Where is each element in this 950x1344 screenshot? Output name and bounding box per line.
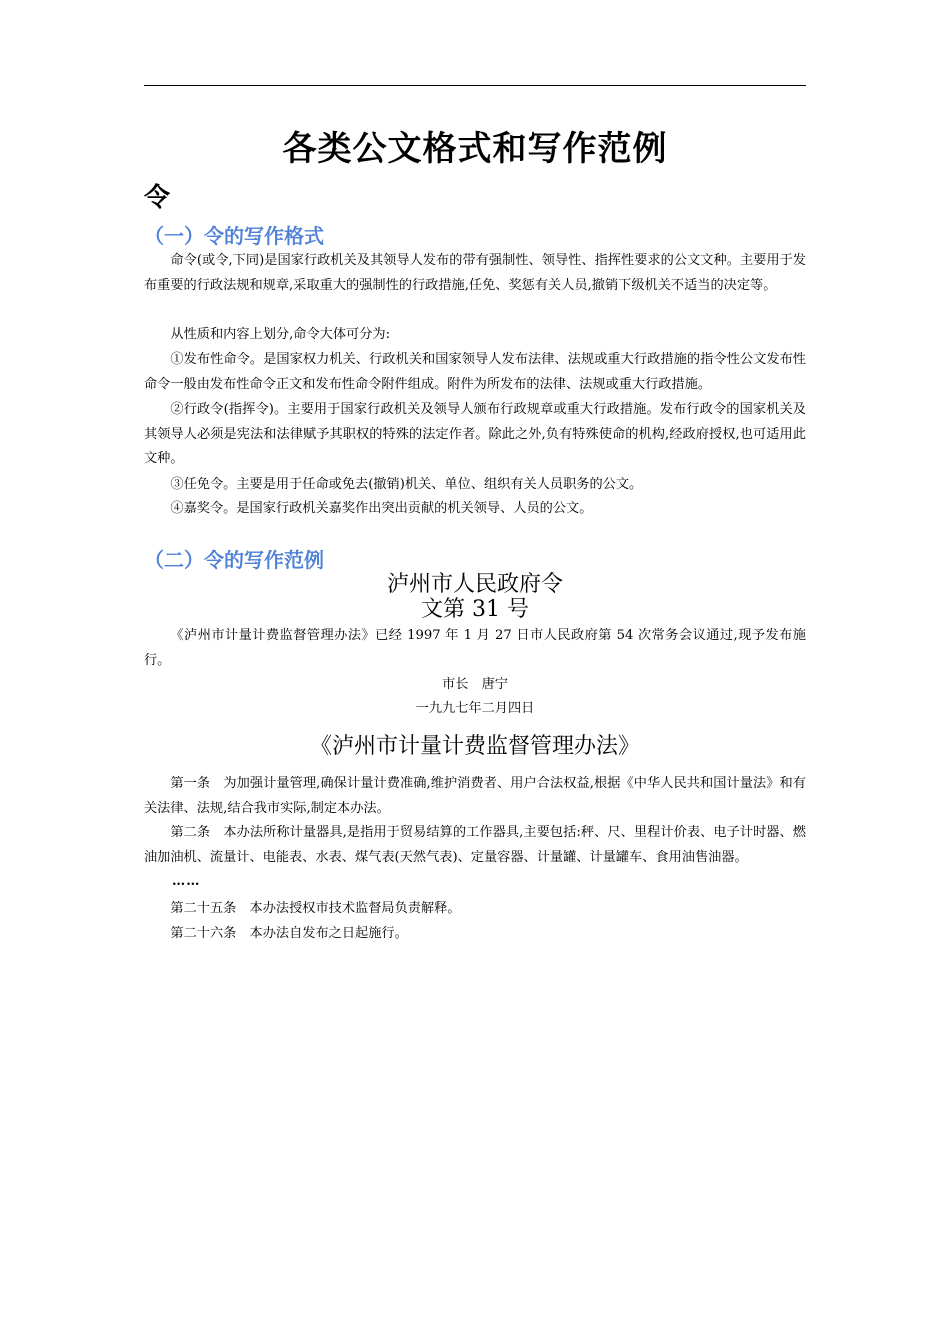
example-date: 一九九七年二月四日: [415, 701, 535, 716]
article-1: 第一条 为加强计量管理,确保计量计费准确,维护消费者、用户合法权益,根据《中华人民共和国计量法》和有关法律、法规,结合我市实际,制定本办法。: [144, 776, 806, 816]
paragraph-appointment-order: ③任免令。主要是用于任命或免去(撤销)机关、单位、组织有关人员职务的公文。: [170, 477, 643, 492]
example-doc-number: 文第 31 号: [421, 597, 529, 622]
section-heading: 令: [144, 183, 171, 213]
example-intro: 《泸州市计量计费监督管理办法》已经 1997 年 1 月 27 日市人民政府第 54 次常务会议通过,现予发布施行。: [144, 628, 806, 668]
subsection-heading-example: （二）令的写作范例: [144, 548, 324, 572]
example-org-title: 泸州市人民政府令: [386, 572, 563, 597]
article-2: 第二条 本办法所称计量器具,是指用于贸易结算的工作器具,主要包括:秤、尺、里程计价表、电子计时器、燃油加油机、流量计、电能表、水表、煤气表(天然气表)、定量容器、计量罐、计量罐车、食用油售油器。: [144, 825, 806, 865]
example-signer: 市长 唐宁: [442, 677, 508, 692]
omission-ellipsis: ……: [172, 874, 201, 889]
top-rule: [144, 85, 806, 86]
example-law-title: 《泸州市计量计费监督管理办法》: [309, 734, 640, 759]
article-25: 第二十五条 本办法授权市技术监督局负责解释。: [170, 901, 461, 916]
subsection-heading-format: （一）令的写作格式: [144, 224, 324, 248]
paragraph-administrative-order: ②行政令(指挥令)。主要用于国家行政机关及领导人颁布行政规章或重大行政措施。发布行政令的国家机关及其领导人必须是宪法和法律赋予其职权的特殊的法定作者。除此之外,负有特殊使命的机构,经政府授权,也可适用此文种。: [144, 402, 806, 466]
document-title: 各类公文格式和写作范例: [282, 129, 668, 169]
paragraph-commendation-order: ④嘉奖令。是国家行政机关嘉奖作出突出贡献的机关领导、人员的公文。: [170, 501, 593, 516]
article-26: 第二十六条 本办法自发布之日起施行。: [170, 926, 408, 941]
paragraph-publishing-order: ①发布性命令。是国家权力机关、行政机关和国家领导人发布法律、法规或重大行政措施的指令性公文发布性命令一般由发布性命令正文和发布性命令附件组成。附件为所发布的法律、法规或重大行政措施。: [144, 352, 806, 392]
paragraph-classification: 从性质和内容上划分,命令大体可分为:: [170, 327, 391, 342]
paragraph-definition: 命令(或令,下同)是国家行政机关及其领导人发布的带有强制性、领导性、指挥性要求的公文文种。主要用于发布重要的行政法规和规章,采取重大的强制性的行政措施,任免、奖惩有关人员,撤销下级机关不适当的决定等。: [144, 253, 806, 293]
